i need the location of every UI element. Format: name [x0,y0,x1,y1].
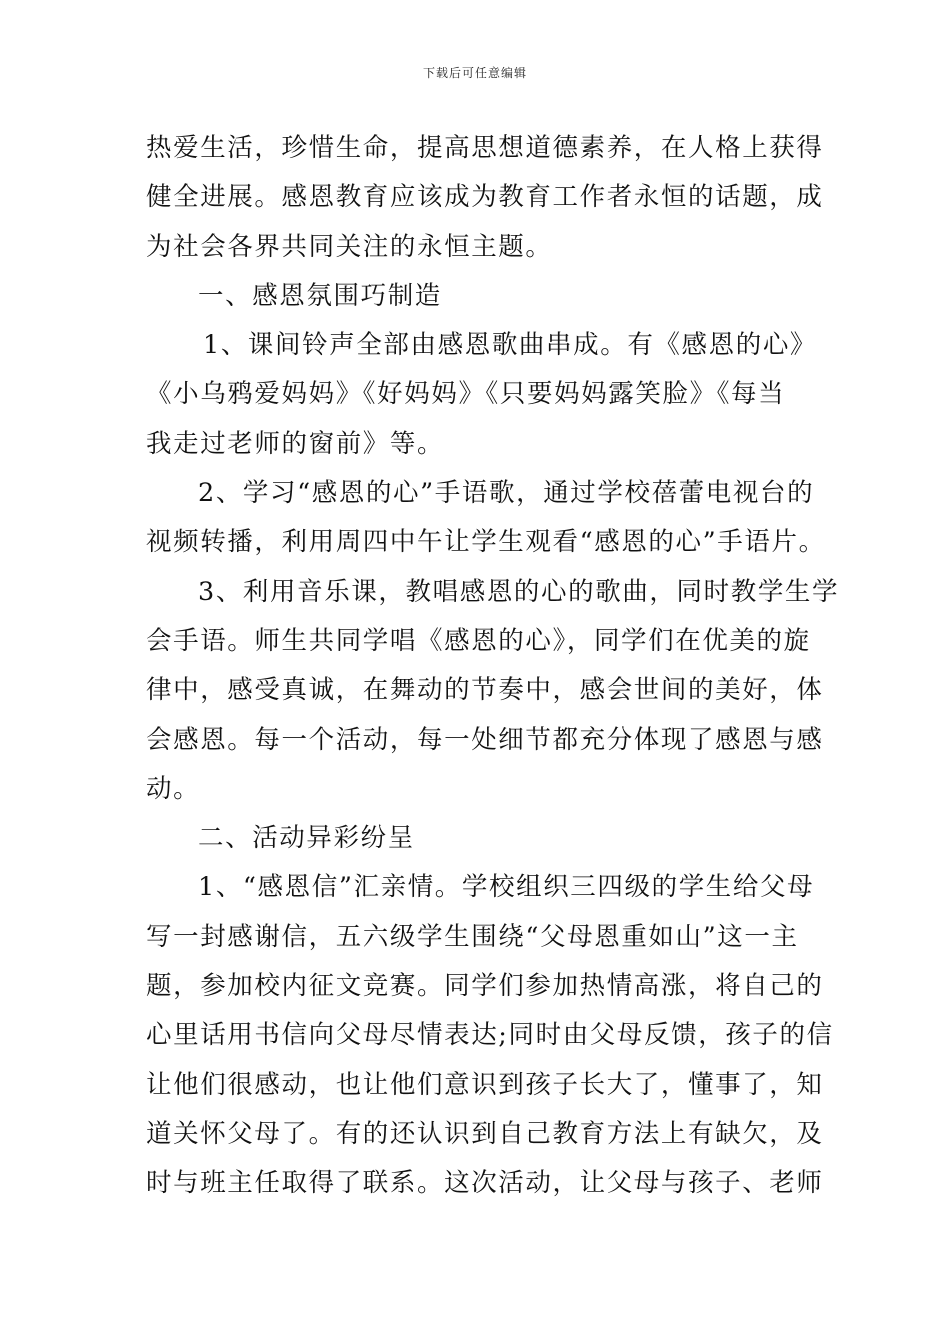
paragraph-line: 我走过老师的窗前》等。 [146,428,445,459]
paragraph-line: 动。 [146,773,201,804]
paragraph-line: 热爱生活，珍惜生命，提高思想道德素养，在人格上获得 [146,133,824,163]
paragraph-line: 会手语。师生共同学唱《感恩的心》，同学们在优美的旋 [146,625,811,656]
paragraph-line: 心里话用书信向父母尽情表达;同时由父母反馈，孩子的信 [146,1020,834,1051]
paragraph-line: 为社会各界共同关注的永恒主题。 [146,231,553,262]
paragraph-line: 3、利用音乐课，教唱感恩的心的歌曲，同时教学生学 [198,576,840,607]
paragraph-line: 1、课间铃声全部由感恩歌曲串成。有《感恩的心》 [203,330,818,361]
paragraph-line: 健全进展。感恩教育应该成为教育工作者永恒的话题，成 [146,182,824,213]
document-body [146,124,840,1209]
paragraph-line: 让他们很感动，也让他们意识到孩子长大了，懂事了，知 [146,1069,824,1100]
header-note: 下载后可任意编辑 [422,66,527,80]
paragraph-line: 题，参加校内征文竞赛。同学们参加热情高涨，将自己的 [146,971,824,1002]
paragraph-line: 1、“感恩信”汇亲情。学校组织三四级的学生给父母 [198,872,815,903]
paragraph-line: 律中，感受真诚，在舞动的节奏中，感会世间的美好，体 [146,675,824,706]
paragraph-line: 视频转播，利用周四中午让学生观看“感恩的心”手语片。 [146,527,826,558]
paragraph-line: 2、学习“感恩的心”手语歌，通过学校蓓蕾电视台的 [198,478,815,509]
paragraph-line: 《小乌鸦爱妈妈》《好妈妈》《只要妈妈露笑脸》《每当 [146,379,786,410]
section-heading: 一、感恩氛围巧制造 [198,280,442,311]
paragraph-line: 写一封感谢信，五六级学生围绕“父母恩重如山”这一主 [146,921,799,952]
paragraph-line: 时与班主任取得了联系。这次活动，让父母与孩子、老师 [146,1168,824,1199]
section-heading: 二、活动异彩纷呈 [198,823,415,854]
paragraph-line: 会感恩。每一个活动，每一处细节都充分体现了感恩与感 [146,724,824,755]
paragraph-line: 道关怀父母了。有的还认识到自己教育方法上有缺欠，及 [146,1118,824,1149]
